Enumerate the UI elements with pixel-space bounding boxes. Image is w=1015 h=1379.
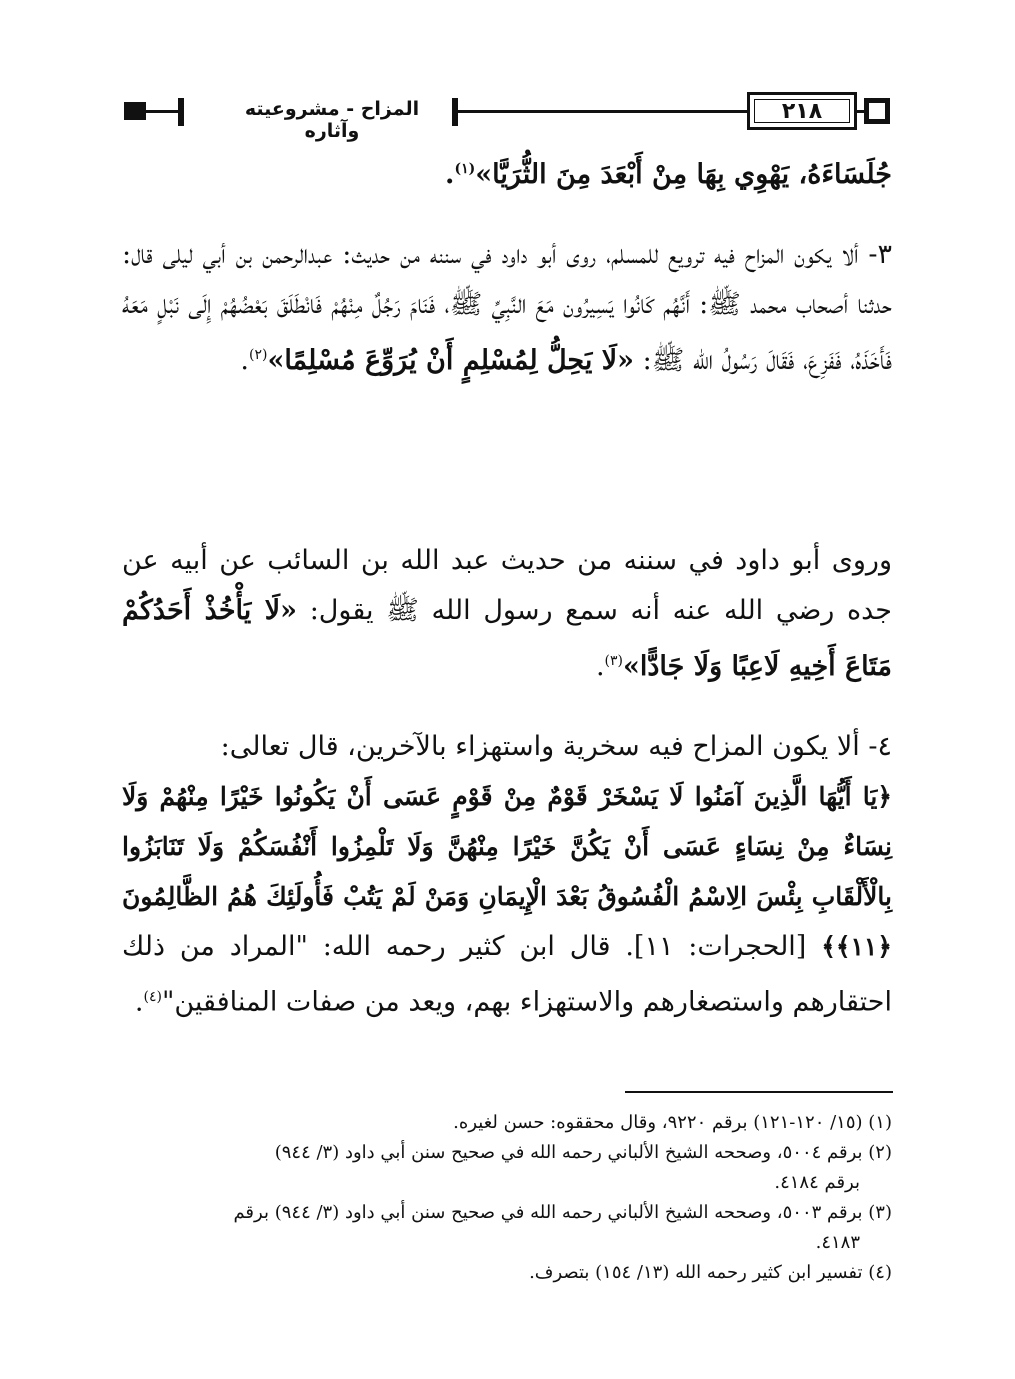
- footnote-ref: (٤): [143, 989, 162, 1005]
- hadith-text: أَنَّهُم كَانُوا يَسِيرُون مَعَ النَّبِيِّ ﷺ، فَنَامَ رَجُلٌ مِنْهُمْ فَانْطَلَقَ بَعْضُهُمْ إِلَى نَبْلٍ مَعَهُ فَأَخَذَهُ، فَفَزِعَ، فَقَالَ رَسُولُ الله ﷺ:: [122, 289, 892, 376]
- paragraph-4: ٤- ألا يكون المزاح فيه سخرية واستهزاء بالآخرين، قال تعالى: ﴿يَا أَيُّهَا الَّذِينَ آمَنُوا لَا يَسْخَرْ قَوْمٌ مِنْ قَوْمٍ عَسَى أَنْ يَكُونُوا خَيْرًا مِنْهُمْ وَلَا نِسَاءٌ مِنْ نِسَاءٍ عَسَى أَنْ يَكُنَّ خَيْرًا مِنْهُنَّ وَلَا تَلْمِزُوا أَنْفُسَكُمْ وَلَا تَنَابَزُوا بِالْأَلْقَابِ بِئْسَ الِاسْمُ الْفُسُوقُ بَعْدَ الْإِيمَانِ وَمَنْ لَمْ يَتُبْ فَأُولَئِكَ هُمُ الظَّالِمُونَ ﴿١١﴾﴾ [الحجرات: ١١]. قال ابن كثير رحمه الله: "المراد من ذلك احتقارهم واستصغارهم والاستهزاء بهم، ويعد من صفات المنافقين"$^{(٤)}$.: [122, 722, 892, 1027]
- header-rule: [146, 110, 178, 113]
- footnote-3-continuation: ٤١٨٣.: [815, 1232, 860, 1253]
- footnote-1: (١) (١٥/ ١٢٠-١٢١) برقم ٩٢٢٠، وقال محققوه: حسن لغيره.: [453, 1112, 892, 1133]
- footnote-3: (٣) برقم ٥٠٠٣، وصححه الشيخ الألباني رحمه الله في صحيح سنن أبي داود (٣/ ٩٤٤) برقم: [233, 1202, 892, 1223]
- paragraph-continuation: جُلَسَاءَهُ، يَهْوِي بِهَا مِنْ أَبْعَدَ مِنَ الثُّرَيَّا»$^{(١)}$.: [445, 159, 892, 190]
- paragraph-text: ٣- ألا يكون المزاح فيه ترويع للمسلم، روى أبو داود في سننه من حديث: عبدالرحمن بن أبي ليلى قال: حدثنا أصحاب محمد ﷺ:: [122, 239, 892, 320]
- paragraph-abu-dawud: وروى أبو داود في سننه من حديث عبد الله بن السائب عن أبيه عن جده رضي الله عنه أنه سمع رسول الله ﷺ يقول: «لَا يَأْخُذْ أَحَدُكُمْ مَتَاعَ أَخِيهِ لَاعِبًا وَلَا جَادًّا»$^{(٣)}$.: [122, 545, 892, 682]
- paragraph-text: [الحجرات: ١١]. قال ابن كثير رحمه الله: "المراد من ذلك احتقارهم واستصغارهم والاستهزاء بهم، ويعد من صفات المنافقين": [122, 931, 892, 1018]
- header-ornament-tick: [178, 98, 184, 126]
- footnote-ref: (١): [454, 161, 476, 177]
- hadith-quote: «لَا يَحِلُّ لِمُسْلِمٍ أَنْ يُرَوِّعَ مُسْلِمًا»: [267, 345, 635, 376]
- running-title: المزاح - مشروعيته وآثاره: [244, 98, 420, 142]
- header-ornament-left-block: [124, 102, 146, 120]
- page-number: ٢١٨: [747, 92, 857, 130]
- running-header: [122, 92, 892, 142]
- footnote-separator: [625, 1091, 893, 1093]
- footnote-2-continuation: برقم ٤١٨٤.: [774, 1172, 860, 1193]
- footnote-ref: (٢): [248, 347, 268, 363]
- footnote-4: (٤) تفسير ابن كثير رحمه الله (١٣/ ١٥٤) بتصرف.: [529, 1262, 892, 1283]
- footnote-ref: (٣): [604, 653, 623, 669]
- header-rule: [458, 110, 747, 113]
- header-ornament-square: [864, 98, 890, 124]
- quran-verse: ﴿يَا أَيُّهَا الَّذِينَ آمَنُوا لَا يَسْخَرْ قَوْمٌ مِنْ قَوْمٍ عَسَى أَنْ يَكُونُوا خَيْرًا مِنْهُمْ وَلَا نِسَاءٌ مِنْ نِسَاءٍ عَسَى أَنْ يَكُنَّ خَيْرًا مِنْهُنَّ وَلَا تَلْمِزُوا أَنْفُسَكُمْ وَلَا تَنَابَزُوا بِالْأَلْقَابِ بِئْسَ الِاسْمُ الْفُسُوقُ بَعْدَ الْإِيمَانِ وَمَنْ لَمْ يَتُبْ فَأُولَئِكَ هُمُ الظَّالِمُونَ ﴿١١﴾﴾: [122, 782, 892, 961]
- hadith-quote: جُلَسَاءَهُ، يَهْوِي بِهَا مِنْ أَبْعَدَ مِنَ الثُّرَيَّا»: [475, 159, 892, 190]
- paragraph-text: وروى أبو داود في سننه من حديث عبد الله بن السائب عن أبيه عن جده رضي الله عنه أنه سمع رسول الله ﷺ يقول:: [122, 545, 892, 626]
- footnotes: [122, 1108, 892, 1288]
- paragraph-3: ٣- ألا يكون المزاح فيه ترويع للمسلم، روى أبو داود في سننه من حديث: عبدالرحمن بن أبي ليلى قال: حدثنا أصحاب محمد ﷺ: أَنَّهُم كَانُوا يَسِيرُون مَعَ النَّبِيِّ ﷺ، فَنَامَ رَجُلٌ مِنْهُمْ فَانْطَلَقَ بَعْضُهُمْ إِلَى نَبْلٍ مَعَهُ فَأَخَذَهُ، فَفَزِعَ، فَقَالَ رَسُولُ الله ﷺ: «لَا يَحِلُّ لِمُسْلِمٍ أَنْ يُرَوِّعَ مُسْلِمًا»$^{(٢)}$.: [122, 239, 892, 376]
- footnote-2: (٢) برقم ٥٠٠٤، وصححه الشيخ الألباني رحمه الله في صحيح سنن أبي داود (٣/ ٩٤٤): [274, 1142, 892, 1163]
- paragraph-text: ٤- ألا يكون المزاح فيه سخرية واستهزاء بالآخرين، قال تعالى:: [220, 731, 892, 762]
- hadith-quote: «لَا يَأْخُذْ أَحَدُكُمْ مَتَاعَ أَخِيهِ لَاعِبًا وَلَا جَادًّا»: [122, 595, 892, 682]
